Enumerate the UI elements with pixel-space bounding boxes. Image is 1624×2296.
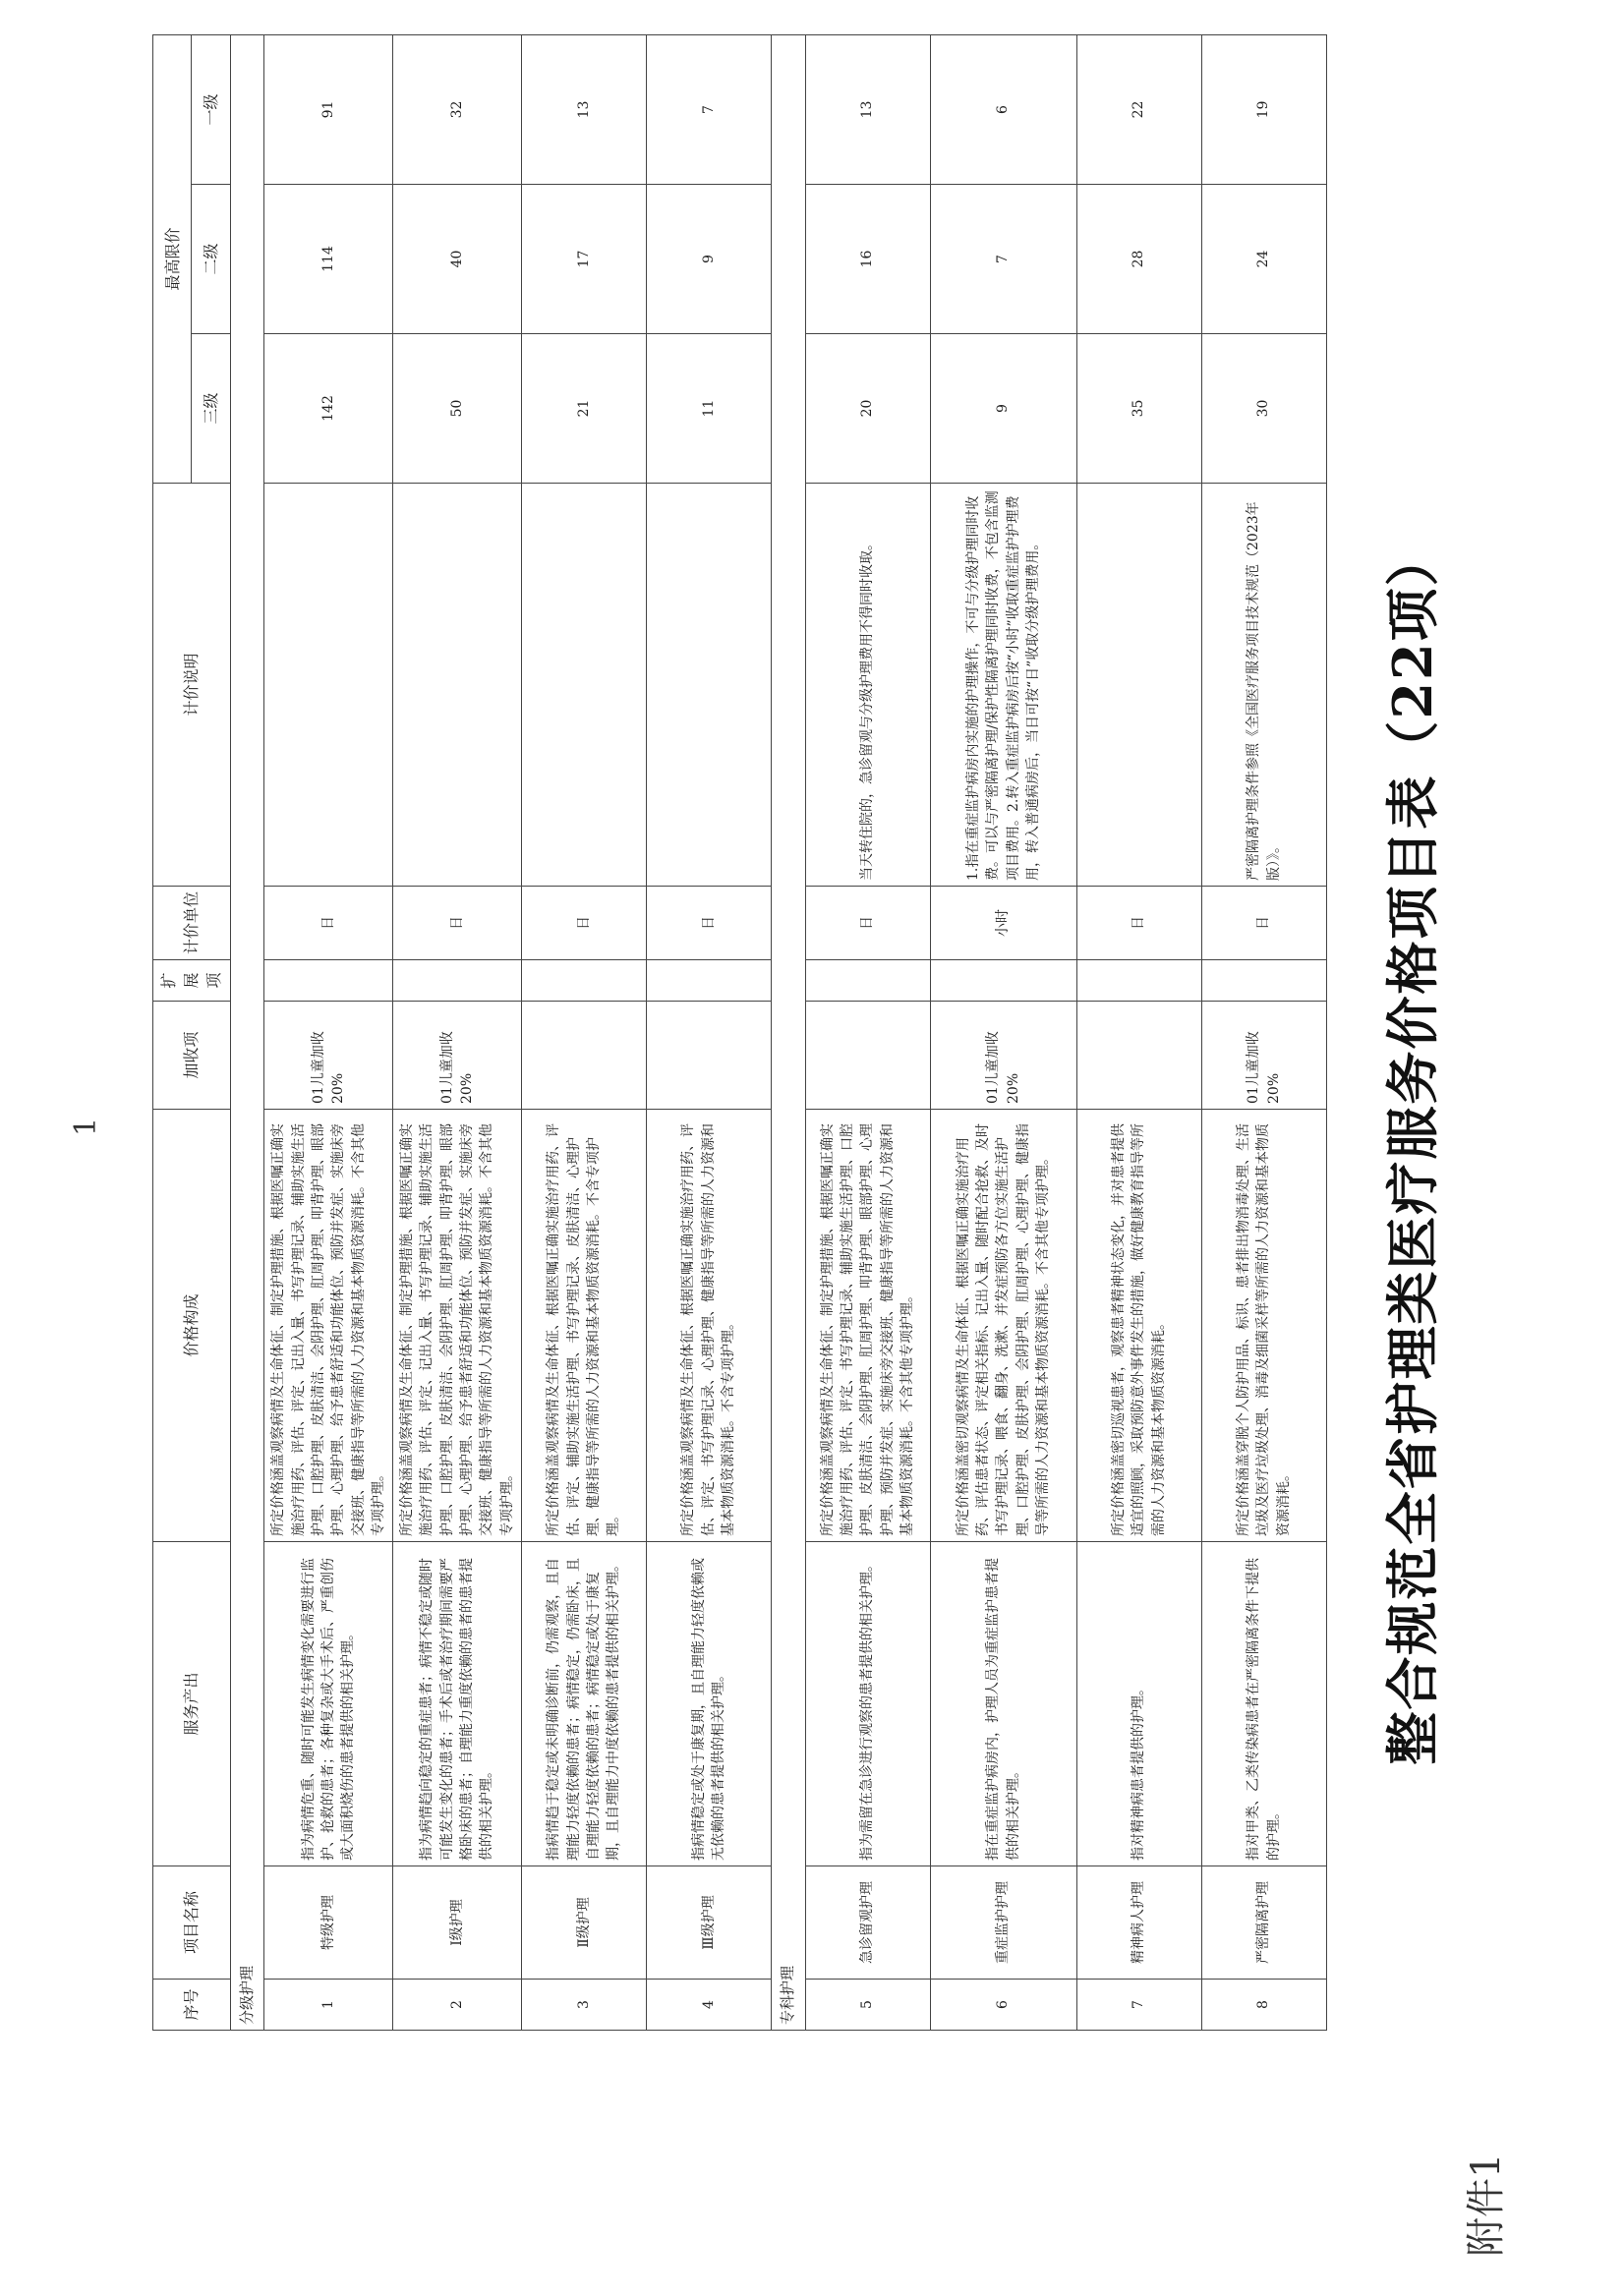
header-composition: 价格构成	[153, 1110, 231, 1542]
cell-extension	[1076, 960, 1201, 1002]
header-level2: 二级	[192, 185, 230, 334]
cell-unit: 日	[1076, 887, 1201, 960]
cell-no: 3	[521, 1980, 646, 2031]
cell-composition: 所定价格涵盖穿脱个人防护用品、标识、患者排出物消毒处理、生活垃圾及医疗垃圾处理、消毒及细菌采样等所需的人力资源和基本物质资源消耗。	[1201, 1110, 1326, 1542]
cell-price-level2: 7	[930, 185, 1076, 334]
cell-price-level1: 13	[805, 34, 930, 184]
cell-no: 7	[1076, 1980, 1201, 2031]
cell-price-level1: 32	[393, 34, 522, 184]
cell-composition: 所定价格涵盖观察病情及生命体征、制定护理措施、根据医嘱正确实施治疗用药、评估、评定、记出入量、书写护理记录、辅助实施生活护理、口腔护理、皮肤清洁、会阴护理、肛周护理、叩背护理、眼部护理、心理护理、给予患者舒适和功能体位、预防并发症、实施床旁交接班、健康指导等所需的人力资源和基本物质资源消耗。不含其他专项护理。	[393, 1110, 522, 1542]
cell-name: Ⅲ级护理	[646, 1866, 771, 1980]
cell-unit: 日	[393, 887, 522, 960]
cell-price-level3: 21	[521, 334, 646, 484]
cell-output: 指病情稳定或处于康复期，且自理能力轻度依赖或无依赖的患者提供的相关护理。	[646, 1542, 771, 1866]
cell-note	[1076, 484, 1201, 887]
cell-no: 1	[264, 1980, 393, 2031]
cell-name: 精神病人护理	[1076, 1866, 1201, 1980]
cell-note	[521, 484, 646, 887]
cell-name: 重症监护护理	[930, 1866, 1076, 1980]
cell-note	[264, 484, 393, 887]
table-row	[393, 34, 522, 2030]
header-unit: 计价单位	[153, 887, 231, 960]
cell-note	[646, 484, 771, 887]
header-addon: 加收项	[153, 1002, 231, 1110]
cell-price-level3: 142	[264, 334, 393, 484]
cell-no: 8	[1201, 1980, 1326, 2031]
price-table	[152, 34, 1327, 2031]
cell-addon: 01儿童加收20%	[264, 1002, 393, 1110]
cell-unit: 小时	[930, 887, 1076, 960]
cell-no: 6	[930, 1980, 1076, 2031]
cell-price-level1: 13	[521, 34, 646, 184]
cell-price-level1: 91	[264, 34, 393, 184]
cell-extension	[264, 960, 393, 1002]
cell-price-level2: 40	[393, 185, 522, 334]
cell-price-level3: 50	[393, 334, 522, 484]
cell-extension	[930, 960, 1076, 1002]
section-title: 专科护理	[771, 34, 805, 2030]
cell-output: 指为病情危重、随时可能发生病情变化需要进行监护、抢救的患者；各种复杂或大手术后、严重创伤或大面积烧伤的患者提供的相关护理。	[264, 1542, 393, 1866]
cell-price-level2: 16	[805, 185, 930, 334]
header-level3: 三级	[192, 334, 230, 484]
cell-price-level2: 17	[521, 185, 646, 334]
cell-addon	[521, 1002, 646, 1110]
cell-output: 指为病情趋向稳定的重症患者；病情不稳定或随时可能发生变化的患者；手术后或者治疗期间需要严格卧床的患者；自理能力重度依赖的患者的患者提供的相关护理。	[393, 1542, 522, 1866]
cell-output: 指在重症监护病房内，护理人员为重症监护患者提供的相关护理。	[930, 1542, 1076, 1866]
table-row	[1076, 34, 1201, 2030]
document-title: 整合规范全省护理类医疗服务价格项目表（22项）	[1381, 531, 1444, 1765]
cell-composition: 所定价格涵盖观察病情及生命体征、制定护理措施、根据医嘱正确实施治疗用药、评估、评定、记出入量、书写护理记录、辅助实施生活护理、口腔护理、皮肤清洁、会阴护理、肛周护理、叩背护理、眼部护理、心理护理、给予患者舒适和功能体位、预防并发症、实施床旁交接班、健康指导等所需的人力资源和基本物质资源消耗。不含其他专项护理。	[264, 1110, 393, 1542]
page-number: 1	[69, 1117, 103, 1136]
cell-name: 严密隔离护理	[1201, 1866, 1326, 1980]
table-row	[646, 34, 771, 2030]
header-level1: 一级	[192, 34, 230, 184]
cell-addon: 01儿童加收20%	[1201, 1002, 1326, 1110]
table-row	[930, 34, 1076, 2030]
cell-no: 4	[646, 1980, 771, 2031]
header-name: 项目名称	[153, 1866, 231, 1980]
cell-composition: 所定价格涵盖密切巡视患者，观察患者精神状态变化，并对患者提供适宜的照顾，采取预防意外事件发生的措施，做好健康教育指导等所需的人力资源和基本物质资源消耗。	[1076, 1110, 1201, 1542]
section-row	[771, 34, 805, 2030]
cell-name: 急诊留观护理	[805, 1866, 930, 1980]
header-note: 计价说明	[153, 484, 231, 887]
cell-price-level2: 24	[1201, 185, 1326, 334]
header-output: 服务产出	[153, 1542, 231, 1866]
cell-extension	[521, 960, 646, 1002]
cell-note	[393, 484, 522, 887]
cell-composition: 所定价格涵盖密切观察病情及生命体征、根据医嘱正确实施治疗用药、评估患者状态、评定相关指标、记出入量、随时配合抢救、及时书写护理记录、喂食、翻身、洗漱、并发症预防各方位实施生活护理、口腔护理、皮肤护理、会阴护理、肛周护理、心理护理、健康指导等所需的人力资源和基本物质资源消耗。不含其他专项护理。	[930, 1110, 1076, 1542]
cell-price-level2: 28	[1076, 185, 1201, 334]
cell-addon	[646, 1002, 771, 1110]
cell-extension	[646, 960, 771, 1002]
cell-unit: 日	[264, 887, 393, 960]
cell-price-level3: 9	[930, 334, 1076, 484]
cell-price-level3: 11	[646, 334, 771, 484]
cell-output: 指为需留在急诊进行观察的患者提供的相关护理。	[805, 1542, 930, 1866]
header-no: 序号	[153, 1980, 231, 2031]
cell-price-level3: 35	[1076, 334, 1201, 484]
cell-unit: 日	[521, 887, 646, 960]
table-row	[1201, 34, 1326, 2030]
cell-price-level1: 7	[646, 34, 771, 184]
cell-unit: 日	[805, 887, 930, 960]
cell-name: Ⅰ级护理	[393, 1866, 522, 1980]
section-row	[230, 34, 264, 2030]
table-row	[264, 34, 393, 2030]
cell-addon	[1076, 1002, 1201, 1110]
cell-unit: 日	[1201, 887, 1326, 960]
cell-extension	[393, 960, 522, 1002]
cell-addon	[805, 1002, 930, 1110]
cell-note: 1.指在重症监护病房内实施的护理操作，不可与分级护理同时收费。可以与严密隔离护理/保护性隔离护理同时收费，不包含监测项目费用。2.转入重症监护病房后按“小时”收取重症监护护理费用，转入普通病房后，当日可按“日”收取分级护理费用。	[930, 484, 1076, 887]
cell-price-level3: 20	[805, 334, 930, 484]
cell-extension	[1201, 960, 1326, 1002]
cell-composition: 所定价格涵盖观察病情及生命体征、制定护理措施、根据医嘱正确实施治疗用药、评估、评定、书写护理记录、辅助实施生活护理、口腔护理、皮肤清洁、会阴护理、肛周护理、叩背护理、眼部护理、心理护理、预防并发症、实施床旁交接班、健康指导等所需的人力资源和基本物质资源消耗。不含其他专项护理。	[805, 1110, 930, 1542]
cell-composition: 所定价格涵盖观察病情及生命体征、根据医嘱正确实施治疗用药、评估、评定、书写护理记录、心理护理、健康指导等所需的人力资源和基本物质资源消耗。不含专项护理。	[646, 1110, 771, 1542]
cell-note: 严密隔离护理条件参照《全国医疗服务项目技术规范（2023年版）》。	[1201, 484, 1326, 887]
cell-addon: 01儿童加收20%	[393, 1002, 522, 1110]
cell-output: 指病情趋于稳定或未明确诊断前，仍需观察，且自理能力轻度依赖的患者；病情稳定，仍需卧床，且自理能力轻度依赖的患者；病情稳定或处于康复期，且自理能力中度依赖的患者提供的相关护理。	[521, 1542, 646, 1866]
cell-no: 5	[805, 1980, 930, 2031]
header-extension: 扩展项	[153, 960, 231, 1002]
cell-unit: 日	[646, 887, 771, 960]
table-row	[805, 34, 930, 2030]
cell-price-level2: 114	[264, 185, 393, 334]
cell-addon: 01儿童加收20%	[930, 1002, 1076, 1110]
cell-extension	[805, 960, 930, 1002]
cell-price-level2: 9	[646, 185, 771, 334]
cell-price-level1: 22	[1076, 34, 1201, 184]
section-title: 分级护理	[230, 34, 264, 2030]
cell-note: 当天转住院的，急诊留观与分级护理费用不得同时收取。	[805, 484, 930, 887]
cell-name: Ⅱ级护理	[521, 1866, 646, 1980]
table-row	[521, 34, 646, 2030]
attachment-label: 附件1	[1464, 2152, 1509, 2257]
cell-output: 指对甲类、乙类传染病患者在严密隔离条件下提供的护理。	[1201, 1542, 1326, 1866]
cell-price-level1: 19	[1201, 34, 1326, 184]
cell-no: 2	[393, 1980, 522, 2031]
header-max-price: 最高限价	[153, 34, 192, 483]
cell-price-level3: 30	[1201, 334, 1326, 484]
cell-name: 特级护理	[264, 1866, 393, 1980]
cell-price-level1: 6	[930, 34, 1076, 184]
cell-composition: 所定价格涵盖观察病情及生命体征、根据医嘱正确实施治疗用药、评估、评定、辅助实施生活护理、书写护理记录、皮肤清洁、心理护理、健康指导等所需的人力资源和基本物质资源消耗。不含专项护理。	[521, 1110, 646, 1542]
cell-output: 指对精神病患者提供的护理。	[1076, 1542, 1201, 1866]
